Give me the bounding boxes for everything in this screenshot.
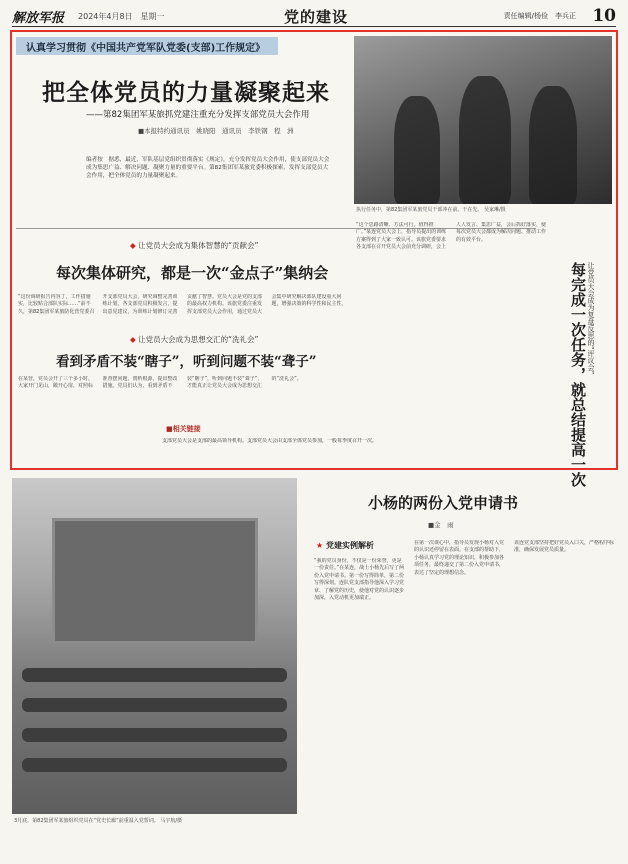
soldier-figure: [529, 86, 577, 204]
diamond-icon: ◆: [130, 335, 136, 344]
feature-byline: ■本报特约通讯员 姚晓阳 通讯员 李铁钢 程 洲: [138, 127, 294, 135]
bottom-body-3: 该连党支部坚持把好党员入口关，严格程序标准，确保发展党员质量。: [514, 540, 614, 554]
masthead-rule: [12, 26, 616, 27]
right-column-body: “这个思路清晰、方法可行，值得推广。”某连党员大会上，指导员提出的训练方案得到了大家一致认可。该旅党委要求各支部在召开党员大会前充分调研，会上人人发言、集思广益，会后抓好落实，使每次党员大会都成为解决问题、推动工作的有效平台。: [356, 222, 547, 251]
section1-title: 每次集体研究，都是一次“金点子”集纳会: [56, 264, 329, 282]
feature-subhead: ——第82集团军某旅抓党建注重充分发挥支部党员大会作用: [86, 110, 310, 120]
newspaper-logo: 解放军报: [12, 10, 65, 26]
star-icon: ★: [316, 541, 324, 550]
bottom-kicker: ★ 党建实例解析: [316, 541, 374, 550]
bottom-body-2: 在第一次谈心中，指导员发现小杨对入党的认识还停留在表面。在支部的帮助下，小杨认真学习党的理论知识，积极参加各项任务，最终递交了第二份入党申请书，表达了坚定的理想信念。: [414, 540, 505, 576]
bottom-body-1: “我的党员身份，不仅是一份荣誉，更是一份责任。”在某连，战士小杨先后写了两份入党申请书。第一份写得简单，第二份写得深刻。连队党支部指导他深入学习党章、了解党的历史，使他对党的认识逐步加深，入党动机更加端正。: [314, 558, 405, 602]
soldier-row: [22, 728, 287, 742]
soldier-row: [22, 668, 287, 682]
issue-date: 2024年4月8日 星期一: [78, 11, 165, 21]
feature-lead: 编者按 据悉，最近，军队基层党组织贯彻落实《规定》，充分发挥党员大会作用，使支部党员大会成为集思广益、解决问题、凝聚力量的重要平台。第82集团军某旅党委积极探索，发挥支部党员大会作用，把全体党员的力量凝聚起来。: [86, 157, 330, 179]
section2-title: 看到矛盾不装“瞎子”，听到问题不装“聋子”: [56, 354, 317, 370]
section2-body: 在某营，党员会开了三个多小时。大家开门见山，敞开心扉，对照标准查摆问题，剖析根源，提出整改措施。党员们认为，看到矛盾不装“瞎子”，听到问题不装“聋子”，才能真正让党员大会成为思想交汇的“洗礼会”。: [18, 376, 302, 390]
feature-photo: [354, 36, 612, 204]
bottom-photo-caption: 3月底，第82集团军某旅组织党员在“党史长廊”前重温入党誓词。 马宇航/摄: [14, 818, 183, 824]
section1-body: “这份调研报告内容丁，工作措施实，比较贴合部队实际……”前不久，第82集团军某旅防化营党委召开支部党员大会，研究调整完善训练计划，各支部党员积极发言，提出意见建议，为训练计划修订完善贡献了智慧。党员大会是党的支部的最高权力机构。该旅党委注重发挥支部党员大会作用，通过党员大会集中研究解决部队建设重大问题，增强决策的科学性和民主性。: [18, 294, 347, 315]
vertical-title: 每完成一次任务，就总结提高一次: [569, 262, 587, 487]
masthead: [12, 6, 616, 26]
feature-photo-caption: 执行任务中，第82集团军某旅党员干部冲在前、干在先。 吴家琳/摄: [356, 207, 506, 213]
page-number: 10: [592, 6, 616, 26]
soldier-figure: [459, 76, 511, 204]
soldier-row: [22, 758, 287, 772]
feature-banner: 认真学习贯彻《中国共产党军队党委(支部)工作规定》: [16, 37, 278, 55]
vertical-kicker: 让党员大会成为复盘反思的“评议会”: [587, 262, 595, 375]
bottom-photo: [12, 478, 297, 814]
soldier-row: [22, 698, 287, 712]
section-name: 党的建设: [284, 7, 349, 26]
bottom-byline: ■金 雨: [428, 521, 454, 529]
feature-headline: 把全体党员的力量凝聚起来: [42, 79, 330, 106]
exhibit-wall: [52, 518, 258, 644]
diamond-icon: ◆: [130, 241, 136, 250]
related-link-note: 支部党员大会是支部的最高领导机构。支部党员大会由支部全体党员参加，一般每季度召开一次。: [162, 438, 378, 444]
section2-kicker: ◆ 让党员大会成为思想交汇的“洗礼会”: [130, 335, 259, 344]
soldier-figure: [394, 96, 440, 204]
editors: 责任编辑/杨俭 李兵正: [503, 12, 576, 20]
section1-kicker: ◆ 让党员大会成为集体智慧的“贡献会”: [130, 241, 259, 250]
bottom-title: 小杨的两份入党申请书: [368, 494, 519, 512]
related-link-tag: ■相关链接: [166, 425, 201, 433]
